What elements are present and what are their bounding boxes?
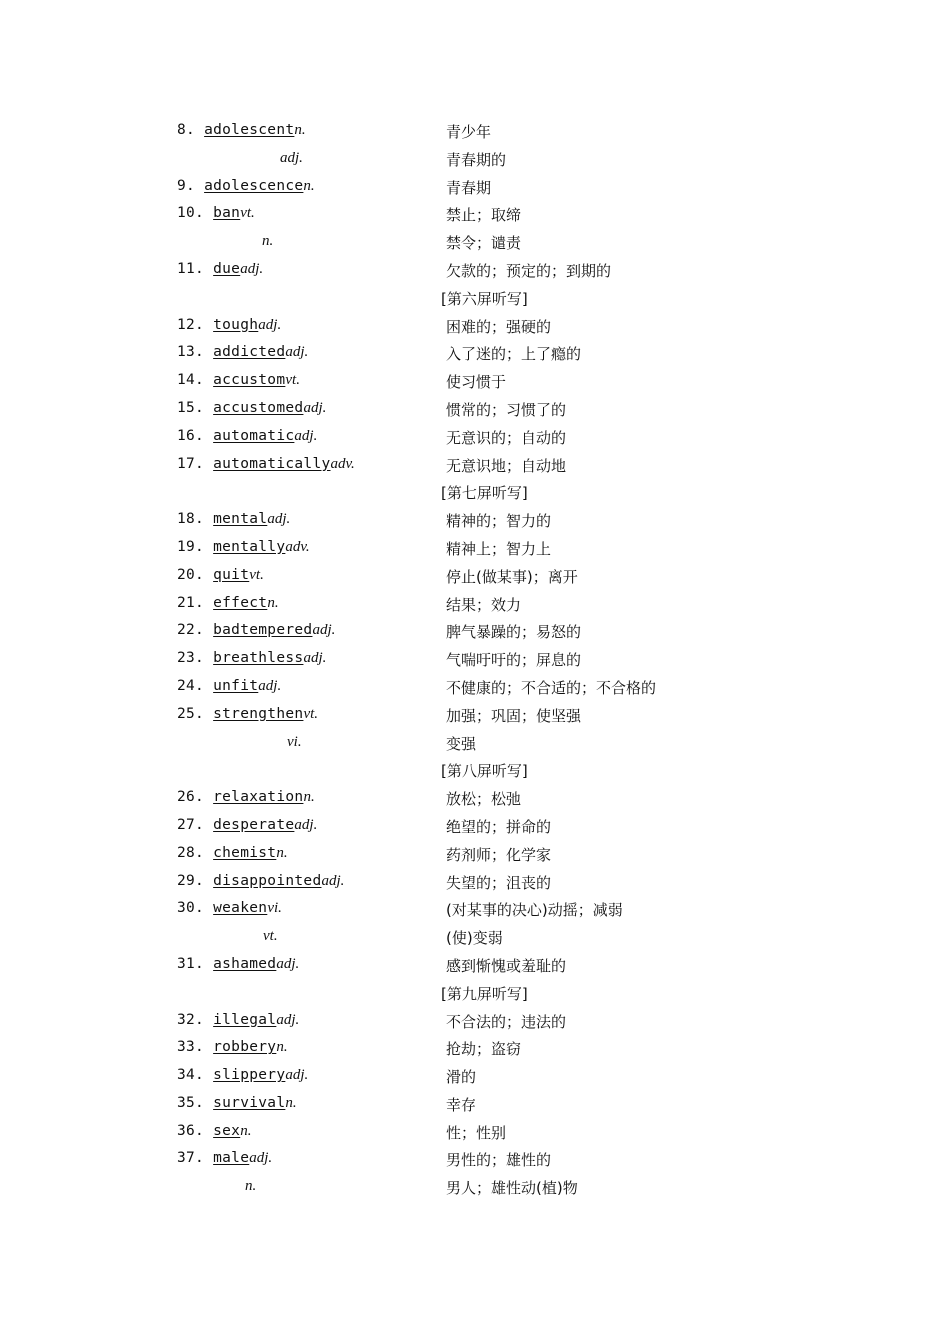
vocab-row [0, 396, 950, 424]
entry-number: 34. [177, 1067, 214, 1084]
part-of-speech: adj. [321, 872, 345, 889]
entry-word: automatic [213, 427, 295, 444]
part-of-speech: vi. [287, 733, 302, 750]
entry-term [280, 150, 303, 167]
entry-word: male [213, 1150, 250, 1167]
chinese-meaning: 男性的；雄性的 [446, 1151, 552, 1170]
entry-word: accustomed [213, 399, 304, 416]
entry-number: 10. [177, 205, 214, 222]
vocab-row [0, 285, 950, 313]
chinese-meaning: 无意识地；自动地 [446, 456, 567, 475]
entry-term [287, 734, 302, 751]
entry-term [177, 650, 326, 667]
part-of-speech: adj. [258, 677, 282, 694]
chinese-meaning: 变强 [446, 734, 477, 753]
part-of-speech: adj. [276, 955, 300, 972]
part-of-speech: adv. [285, 538, 310, 555]
entry-word: quit [213, 566, 250, 583]
part-of-speech: adj. [285, 1067, 309, 1084]
part-of-speech: adj. [249, 1150, 273, 1167]
vocab-row [0, 118, 950, 146]
vocab-row [0, 313, 950, 341]
part-of-speech: adj. [303, 399, 327, 416]
entry-word: adolescence [204, 177, 304, 194]
entry-number: 28. [177, 844, 214, 861]
vocab-row [0, 340, 950, 368]
chinese-meaning: (对某事的决心)动摇；减弱 [446, 901, 623, 920]
entry-term [245, 1178, 256, 1195]
chinese-meaning: 绝望的；拼命的 [446, 817, 552, 836]
section-header: [第八屏听写] [441, 762, 528, 781]
vocab-row [0, 479, 950, 507]
vocab-row [0, 1146, 950, 1174]
section-header: [第九屏听写] [441, 984, 528, 1003]
vocab-row [0, 618, 950, 646]
vocab-row [0, 507, 950, 535]
chinese-meaning: 幸存 [446, 1095, 477, 1114]
entry-word: adolescent [204, 122, 295, 138]
chinese-meaning: 不健康的；不合适的；不合格的 [446, 678, 657, 697]
entry-word: mental [213, 511, 268, 528]
entry-number: 35. [177, 1094, 214, 1111]
vocab-row [0, 869, 950, 897]
chinese-meaning: 欠款的；预定的；到期的 [446, 261, 612, 280]
part-of-speech: adv. [330, 455, 355, 472]
entry-number: 27. [177, 816, 214, 833]
part-of-speech: adj. [303, 650, 327, 667]
entry-term [177, 845, 288, 862]
entry-number: 21. [177, 594, 214, 611]
entry-number: 12. [177, 316, 214, 333]
entry-number: 30. [177, 900, 214, 917]
vocab-row [0, 785, 950, 813]
entry-term [177, 595, 279, 612]
entry-word: sex [213, 1122, 241, 1139]
vocab-row [0, 1091, 950, 1119]
chinese-meaning: 气喘吁吁的；屏息的 [446, 651, 582, 670]
chinese-meaning: 青春期 [446, 178, 492, 197]
entry-number: 29. [177, 872, 214, 889]
part-of-speech: n. [303, 177, 315, 194]
part-of-speech: n. [303, 789, 315, 806]
vocab-row [0, 813, 950, 841]
chinese-meaning: 无意识的；自动的 [446, 428, 567, 447]
entry-word: unfit [213, 677, 259, 694]
chinese-meaning: 结果；效力 [446, 595, 522, 614]
entry-term [177, 678, 281, 695]
vocab-row [0, 1119, 950, 1147]
chinese-meaning: 精神上；智力上 [446, 539, 552, 558]
entry-number: 19. [177, 538, 214, 555]
entry-term [177, 400, 326, 417]
chinese-meaning: 感到惭愧或羞耻的 [446, 956, 567, 975]
entry-word: strengthen [213, 705, 304, 722]
chinese-meaning: 性；性别 [446, 1123, 507, 1142]
chinese-meaning: 青春期的 [446, 150, 507, 169]
entry-number: 37. [177, 1150, 214, 1167]
entry-term [177, 956, 299, 973]
entry-number: 13. [177, 344, 214, 361]
chinese-meaning: 惯常的；习惯了的 [446, 400, 567, 419]
vocabulary-list [0, 118, 950, 1202]
part-of-speech: vt. [285, 372, 300, 389]
entry-word: relaxation [213, 789, 304, 806]
part-of-speech: n. [267, 594, 279, 611]
entry-number: 32. [177, 1011, 214, 1028]
entry-word: breathless [213, 650, 304, 667]
vocab-row [0, 424, 950, 452]
part-of-speech: adj. [312, 622, 336, 639]
chinese-meaning: 禁令；谴责 [446, 234, 522, 253]
part-of-speech: vt. [303, 705, 319, 722]
chinese-meaning: 失望的；沮丧的 [446, 873, 552, 892]
part-of-speech: n. [285, 1094, 297, 1111]
entry-number: 20. [177, 566, 214, 583]
entry-number: 22. [177, 622, 214, 639]
part-of-speech: vi. [267, 900, 282, 917]
chinese-meaning: 抢劫；盗窃 [446, 1040, 522, 1059]
chinese-meaning: 使习惯于 [446, 373, 507, 392]
vocab-row [0, 730, 950, 758]
chinese-meaning: 青少年 [446, 123, 492, 141]
part-of-speech: n. [240, 1122, 252, 1139]
entry-term [177, 817, 317, 834]
chinese-meaning: 加强；巩固；使坚强 [446, 706, 582, 725]
entry-number: 16. [177, 427, 214, 444]
vocab-row [0, 563, 950, 591]
entry-term [177, 900, 282, 917]
vocab-row [0, 980, 950, 1008]
vocab-row [0, 452, 950, 480]
chinese-meaning: 困难的；强硬的 [446, 317, 552, 336]
chinese-meaning: 药剂师；化学家 [446, 845, 552, 864]
entry-word: disappointed [213, 872, 322, 889]
entry-word: survival [213, 1094, 286, 1111]
entry-number: 11. [177, 260, 214, 277]
entry-word: slippery [213, 1067, 286, 1084]
chinese-meaning: 放松；松弛 [446, 790, 522, 809]
entry-term [177, 178, 315, 195]
entry-term [177, 372, 300, 389]
entry-word: effect [213, 594, 268, 611]
part-of-speech: adj. [276, 1011, 300, 1028]
entry-number: 31. [177, 955, 214, 972]
entry-term [177, 1012, 299, 1029]
chinese-meaning: 禁止；取缔 [446, 206, 522, 225]
chinese-meaning: 精神的；智力的 [446, 512, 552, 531]
chinese-meaning: 脾气暴躁的；易怒的 [446, 623, 582, 642]
part-of-speech: n. [276, 844, 288, 861]
entry-term [177, 344, 308, 361]
part-of-speech: adj. [285, 344, 309, 361]
entry-word: addicted [213, 344, 286, 361]
entry-number: 18. [177, 511, 214, 528]
entry-word: mentally [213, 538, 286, 555]
vocab-row [0, 924, 950, 952]
vocab-row [0, 896, 950, 924]
vocab-row [0, 1063, 950, 1091]
entry-word: chemist [213, 844, 277, 861]
entry-number: 17. [177, 455, 214, 472]
vocab-row [0, 674, 950, 702]
vocab-row [0, 229, 950, 257]
vocab-row [0, 952, 950, 980]
entry-term [177, 205, 255, 222]
entry-word: due [213, 260, 241, 277]
entry-term [177, 1039, 288, 1056]
entry-term [177, 456, 355, 473]
entry-number: 26. [177, 789, 214, 806]
entry-term [177, 706, 318, 723]
entry-term [177, 567, 264, 584]
part-of-speech: n. [276, 1039, 288, 1056]
chinese-meaning: 滑的 [446, 1068, 477, 1087]
part-of-speech: vt. [240, 205, 255, 222]
vocab-row [0, 201, 950, 229]
entry-term [177, 317, 281, 334]
entry-word: badtempered [213, 622, 313, 639]
entry-term [177, 1123, 251, 1140]
part-of-speech: adj. [294, 427, 318, 444]
entry-word: illegal [213, 1011, 277, 1028]
vocab-row [0, 1008, 950, 1036]
chinese-meaning: 男人；雄性动(植)物 [446, 1179, 578, 1198]
vocab-row [0, 841, 950, 869]
entry-number: 33. [177, 1039, 214, 1056]
vocab-row [0, 1035, 950, 1063]
entry-term [177, 1067, 308, 1084]
entry-word: automatically [213, 455, 331, 472]
part-of-speech: n. [262, 233, 274, 250]
part-of-speech: adj. [294, 816, 318, 833]
vocab-row [0, 591, 950, 619]
entry-number: 9. [177, 177, 205, 194]
vocab-row [0, 257, 950, 285]
entry-term [177, 539, 310, 556]
entry-term [177, 428, 317, 445]
entry-word: accustom [213, 372, 286, 389]
entry-term [177, 789, 315, 806]
entry-word: robbery [213, 1039, 277, 1056]
entry-word: ban [213, 205, 241, 222]
entry-number: 14. [177, 372, 214, 389]
part-of-speech: n. [294, 122, 306, 138]
section-header: [第七屏听写] [441, 484, 528, 503]
part-of-speech: adj. [258, 316, 282, 333]
vocab-row [0, 702, 950, 730]
entry-term [177, 622, 335, 639]
vocab-row [0, 146, 950, 174]
vocab-row [0, 646, 950, 674]
entry-number: 15. [177, 399, 214, 416]
part-of-speech: n. [245, 1178, 257, 1195]
entry-term [177, 122, 306, 139]
entry-word: tough [213, 316, 259, 333]
entry-number: 8. [177, 122, 205, 138]
entry-number: 24. [177, 677, 214, 694]
section-header: [第六屏听写] [441, 289, 528, 308]
entry-number: 36. [177, 1122, 214, 1139]
entry-term [177, 1095, 297, 1112]
chinese-meaning: 不合法的；违法的 [446, 1012, 567, 1031]
chinese-meaning: (使)变弱 [446, 929, 503, 948]
entry-number: 25. [177, 705, 214, 722]
vocab-row [0, 368, 950, 396]
entry-term [177, 873, 344, 890]
entry-term [262, 233, 273, 250]
part-of-speech: vt. [263, 928, 278, 945]
entry-word: desperate [213, 816, 295, 833]
entry-word: ashamed [213, 955, 277, 972]
vocab-row [0, 535, 950, 563]
entry-number: 23. [177, 650, 214, 667]
entry-term [263, 928, 278, 945]
vocab-row [0, 174, 950, 202]
part-of-speech: adj. [240, 260, 264, 277]
entry-term [177, 1150, 272, 1167]
vocab-row [0, 1174, 950, 1202]
entry-term [177, 261, 263, 278]
vocab-row [0, 757, 950, 785]
entry-term [177, 511, 290, 528]
part-of-speech: adj. [280, 149, 303, 166]
chinese-meaning: 入了迷的；上了瘾的 [446, 345, 582, 364]
entry-word: weaken [213, 900, 268, 917]
chinese-meaning: 停止(做某事)；离开 [446, 567, 578, 586]
part-of-speech: vt. [249, 566, 264, 583]
part-of-speech: adj. [267, 511, 291, 528]
